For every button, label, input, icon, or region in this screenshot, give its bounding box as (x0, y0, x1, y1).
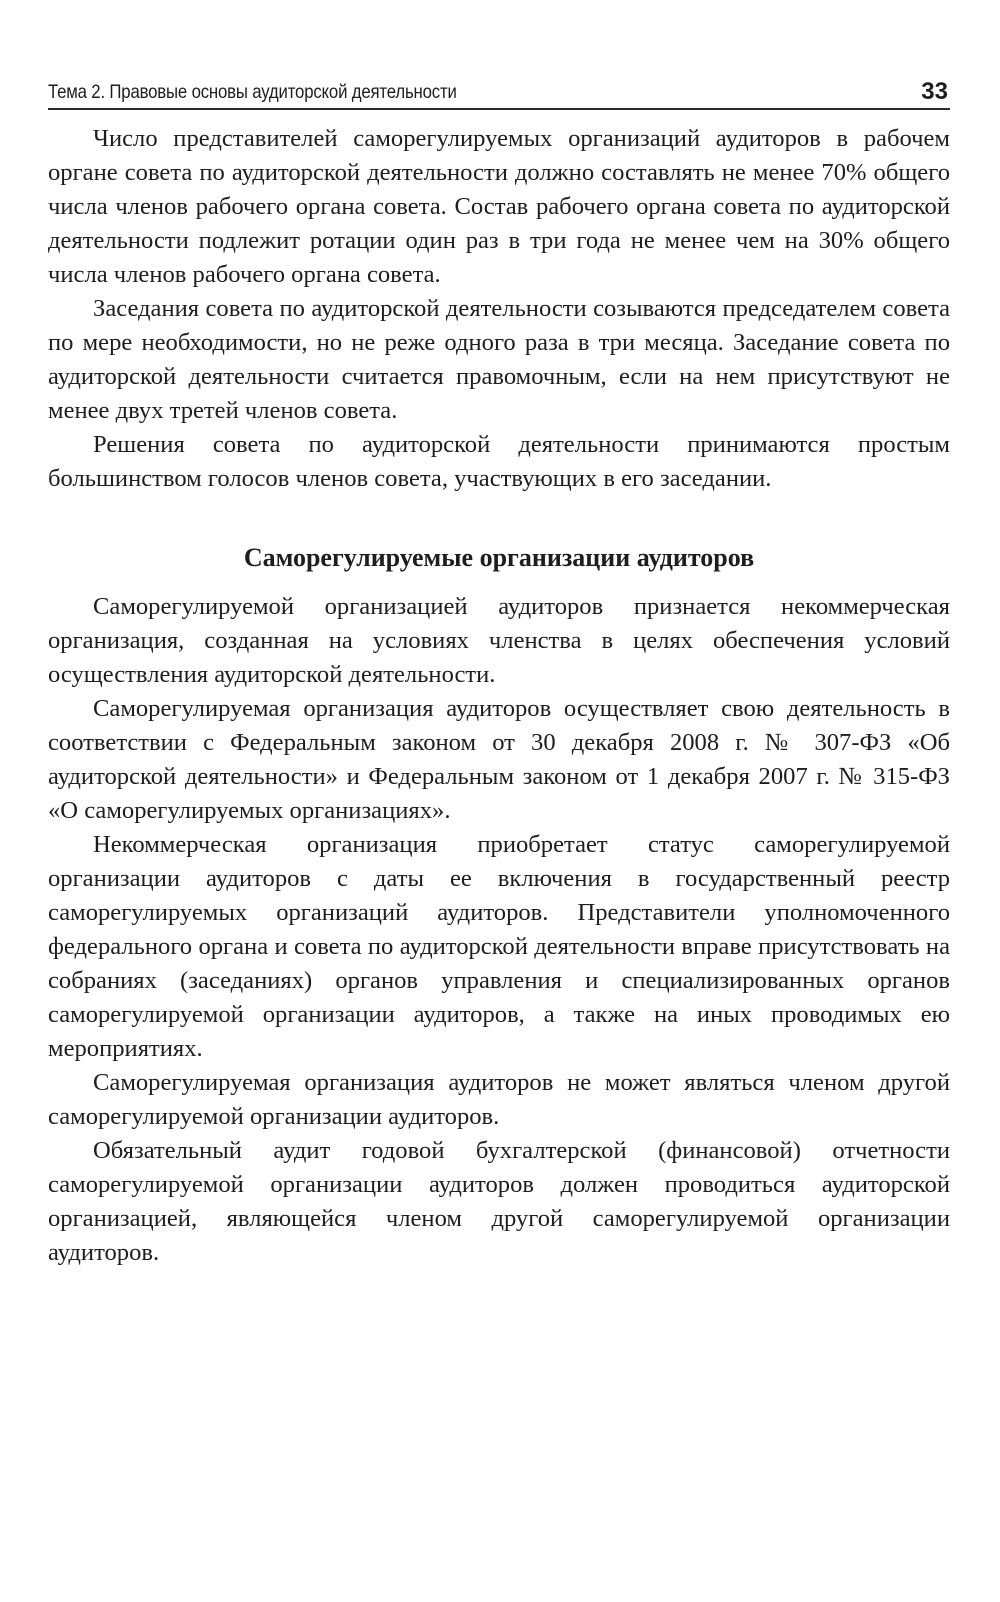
running-header (48, 62, 950, 110)
paragraph: Заседания совета по аудиторской деятельности созываются председателем совета по мере необходимости, но не реже одного раза в три месяца. Заседание совета по аудиторской деятельности считается правомочным, если на нем присутствуют не менее двух третей членов совета. (48, 295, 950, 424)
page-body (48, 122, 950, 1270)
book-page (48, 62, 950, 1270)
page-number: 33 (921, 78, 948, 105)
paragraph: Обязательный аудит годовой бухгалтерской (финансовой) отчетности саморегулируемой организации аудиторов должен проводиться аудиторской организацией, являющейся членом другой саморегулируемой организации аудиторов. (48, 1137, 950, 1266)
running-title: Тема 2. Правовые основы аудиторской деятельности (48, 81, 457, 103)
paragraph: Решения совета по аудиторской деятельности принимаются простым большинством голосов членов совета, участвующих в его заседании. (48, 431, 950, 492)
paragraph: Саморегулируемая организация аудиторов не может являться членом другой саморегулируемой организации аудиторов. (48, 1069, 950, 1130)
section-heading: Саморегулируемые организации аудиторов (243, 543, 755, 572)
paragraph: Число представителей саморегулируемых организаций аудиторов в рабочем органе совета по аудиторской деятельности должно составлять не менее 70% общего числа членов рабочего органа совета. Состав рабочего органа совета по аудиторской деятельности подлежит ротации один раз в три года не менее чем на 30% общего числа членов рабочего органа совета. (48, 125, 950, 288)
paragraph: Саморегулируемая организация аудиторов осуществляет свою деятельность в соответствии с Федеральным законом от 30 декабря 2008 г. № 307-ФЗ «Об аудиторской деятельности» и Федеральным законом от 1 декабря 2007 г. № 315-ФЗ «О саморегулируемых организациях». (48, 695, 950, 824)
paragraph: Саморегулируемой организацией аудиторов признается некоммерческая организация, созданная на условиях членства в целях обеспечения условий осуществления аудиторской деятельности. (48, 593, 950, 688)
paragraph: Некоммерческая организация приобретает статус саморегулируемой организации аудиторов с даты ее включения в государственный реестр саморегулируемых организаций аудиторов. Представители уполномоченного федерального органа и совета по аудиторской деятельности вправе присутствовать на собраниях (заседаниях) органов управления и специализированных органов саморегулируемой организации аудиторов, а также на иных проводимых ею мероприятиях. (48, 831, 950, 1062)
